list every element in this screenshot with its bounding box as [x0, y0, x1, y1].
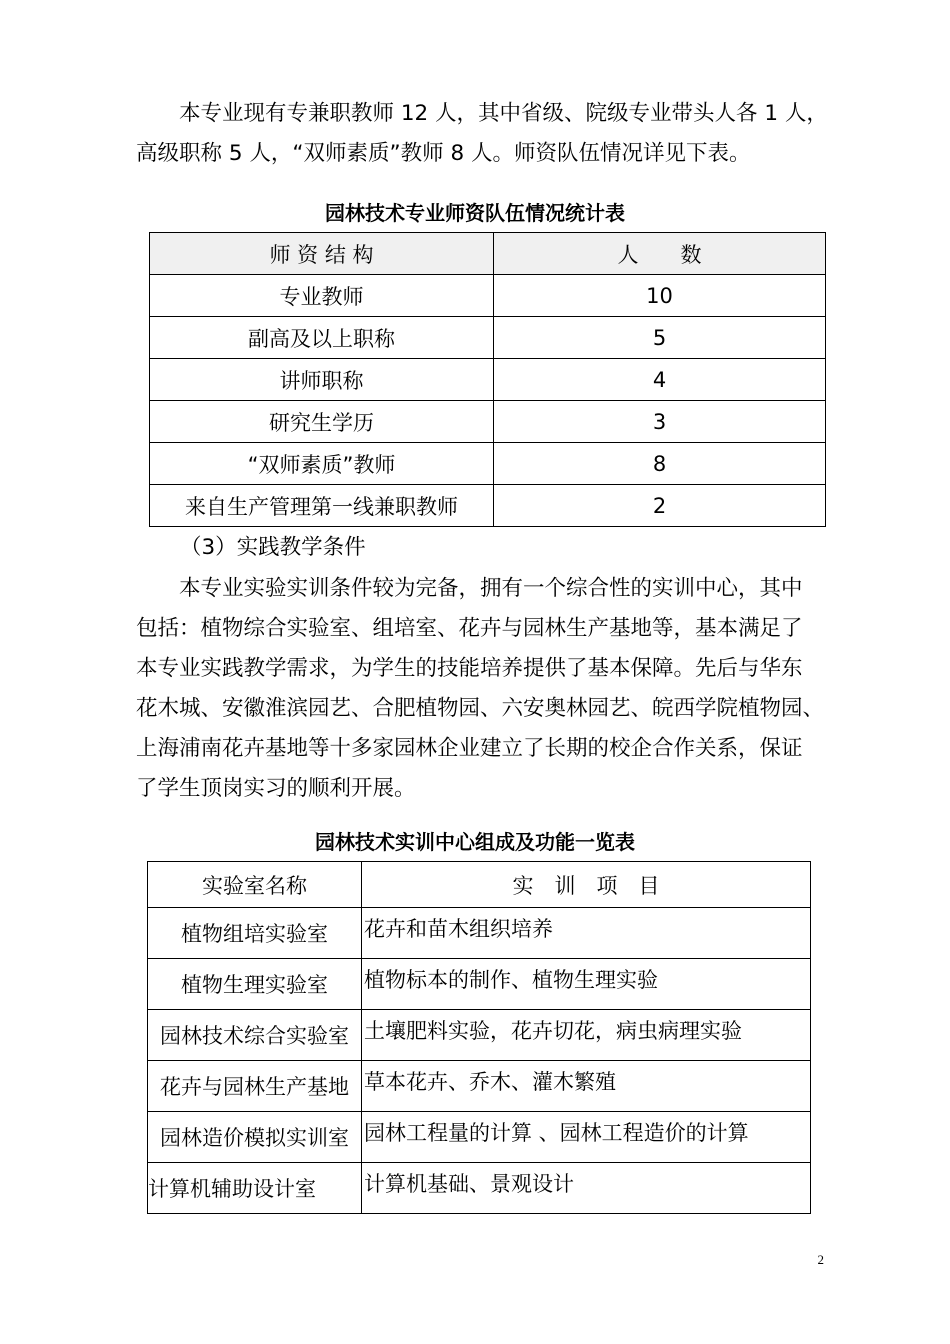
table-row [150, 359, 826, 401]
table-header-row [150, 233, 826, 275]
staff-table-caption: 园林技术专业师资队伍情况统计表 [325, 201, 625, 225]
practice-line: 了学生顶岗实习的顺利开展。 [136, 776, 416, 801]
table-cell: 花卉和苗木组织培养 [362, 908, 811, 959]
table-cell: 花卉与园林生产基地 [148, 1061, 362, 1112]
practice-line: 包括：植物综合实验室、组培室、花卉与园林生产基地等，基本满足了 [136, 616, 803, 641]
table-cell: 10 [494, 275, 826, 317]
practice-line: 花木城、安徽淮滨园艺、合肥植物园、六安奥林园艺、皖西学院植物园、 [136, 696, 825, 721]
table-cell: 4 [494, 359, 826, 401]
practice-line: 本专业实践教学需求，为学生的技能培养提供了基本保障。先后与华东 [136, 656, 803, 681]
table-cell: 副高及以上职称 [150, 317, 494, 359]
practice-line: 上海浦南花卉基地等十多家园林企业建立了长期的校企合作关系，保证 [136, 736, 803, 761]
intro-line-1: 本专业现有专兼职教师 12 人，其中省级、院级专业带头人各 1 人， [179, 101, 828, 126]
lab-table-caption: 园林技术实训中心组成及功能一览表 [315, 830, 635, 854]
table-cell: 来自生产管理第一线兼职教师 [150, 485, 494, 527]
table-header-cell: 实验室名称 [148, 862, 362, 908]
table-row [148, 1010, 811, 1061]
table-cell: 植物生理实验室 [148, 959, 362, 1010]
table-cell: 园林工程量的计算 、园林工程造价的计算 [362, 1112, 811, 1163]
table-cell: 植物标本的制作、植物生理实验 [362, 959, 811, 1010]
table-row [150, 485, 826, 527]
table-cell: 研究生学历 [150, 401, 494, 443]
table-cell: 植物组培实验室 [148, 908, 362, 959]
table-header-row [148, 862, 811, 908]
table-row [148, 1112, 811, 1163]
table-row [148, 1163, 811, 1214]
staff-table [149, 232, 826, 527]
intro-line-2: 高级职称 5 人，“双师素质”教师 8 人。师资队伍情况详见下表。 [136, 141, 751, 166]
table-cell: 计算机基础、景观设计 [362, 1163, 811, 1214]
practice-paragraph [136, 569, 828, 809]
practice-line: 本专业实验实训条件较为完备，拥有一个综合性的实训中心，其中 [179, 576, 803, 601]
table-row [148, 908, 811, 959]
table-cell: 8 [494, 443, 826, 485]
table-cell: 专业教师 [150, 275, 494, 317]
table-cell: “双师素质”教师 [150, 443, 494, 485]
table-cell: 园林造价模拟实训室 [148, 1112, 362, 1163]
table-row [150, 317, 826, 359]
table-cell: 2 [494, 485, 826, 527]
page-number: 2 [817, 1252, 824, 1267]
table-header-cell: 师 资 结 构 [150, 233, 494, 275]
table-cell: 园林技术综合实验室 [148, 1010, 362, 1061]
table-cell: 讲师职称 [150, 359, 494, 401]
table-header-cell: 人 数 [494, 233, 826, 275]
intro-paragraph [136, 94, 828, 174]
table-row [150, 443, 826, 485]
table-row [150, 401, 826, 443]
table-row [150, 275, 826, 317]
lab-table [147, 861, 811, 1214]
table-cell: 3 [494, 401, 826, 443]
table-row [148, 959, 811, 1010]
table-cell: 草本花卉、乔木、灌木繁殖 [362, 1061, 811, 1112]
table-header-cell: 实 训 项 目 [362, 862, 811, 908]
table-row [148, 1061, 811, 1112]
table-cell: 计算机辅助设计室 [148, 1163, 362, 1214]
table-cell: 土壤肥料实验，花卉切花，病虫病理实验 [362, 1010, 811, 1061]
table-cell: 5 [494, 317, 826, 359]
section-heading: （3）实践教学条件 [180, 535, 366, 560]
